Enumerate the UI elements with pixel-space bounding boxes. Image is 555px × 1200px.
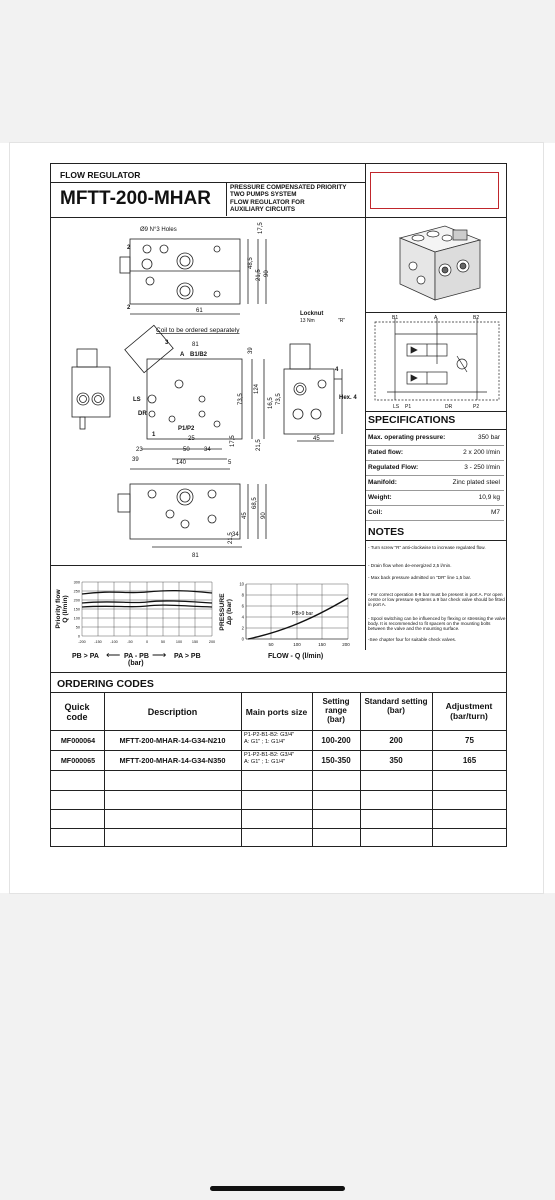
iso-divider [365,312,507,313]
tick-label: 4 [241,614,244,620]
spec-label: Coil: [368,509,383,516]
dim-label: 140 [176,460,187,466]
row-ports [244,752,294,766]
table-col-line [360,692,361,847]
notes-title-line [365,540,507,541]
hydraulic-schematic [367,314,507,410]
arrow-left-icon: ⟵ [106,650,121,661]
dim-label: 45 [242,512,248,519]
tick-label: -50 [127,640,133,644]
dim-label: 16,5 [268,397,274,409]
dim-label: 23 [136,447,143,453]
dim-label: 50 [183,447,190,453]
tick-label: 2 [241,625,244,631]
table-row-line [50,770,507,771]
tick-label: 50 [160,640,166,644]
port-label: LS [133,397,141,403]
specifications-title: SPECIFICATIONS [368,414,456,426]
ports-line: P1-P2-B1-B2: G3/4" [244,732,295,738]
spec-value: 10,9 kg [478,494,500,501]
dim-label: A [180,352,185,358]
spec-value: M7 [490,509,500,516]
note-item: - Max back pressure admitted on "DR" line 1,5 bar. [368,575,472,580]
marker-label: 2 [127,245,131,251]
flow-xlabel-unit: (bar) [128,660,144,667]
spec-row [366,445,504,461]
port-label: P2 [473,404,480,410]
desc-line: AUXILIARY CIRCUITS [230,205,296,213]
dim-label: 73,5 [276,393,282,405]
left-view-body [72,367,110,417]
spec-top-line [365,411,507,412]
home-indicator[interactable] [210,1186,345,1191]
dim-label: 81 [192,342,199,348]
chart-annotation: PB>9 bar [292,611,313,617]
tick-label: 300 [73,580,80,585]
flow-xlabel-left: PB > PA [72,653,99,660]
dim-label: 34 [232,532,239,538]
row-adjust: 165 [462,756,477,765]
dim-label: 21,5 [256,439,262,451]
dim-label: 73,5 [238,393,244,405]
tick-label: 100 [293,642,301,647]
dim-label: P1/P2 [178,426,195,432]
ordering-title-line [50,692,507,693]
spec-value: 3 - 250 l/min [464,464,500,471]
dim-label: 25 [188,436,195,442]
dim-label: 48,5 [248,257,254,269]
axis-label: Q (l/min) [62,595,69,623]
tick-label: 150 [73,607,80,612]
dim-label: 61 [196,308,203,314]
tick-label: 0 [77,634,80,639]
row-range: 100-200 [321,736,351,745]
port-label: P1 [405,404,412,410]
dim-label: 17,5 [230,435,236,447]
dim-label: 90 [261,512,267,519]
dim-label: 81 [192,553,199,559]
tick-label: -200 [78,640,86,644]
tick-label: 150 [318,642,326,647]
flow-chart-ylabel [50,580,74,640]
hex-label: Hex. 4 [339,395,357,401]
flow-chart [72,576,222,648]
tick-label: -100 [110,640,118,644]
spec-label: Manifold: [368,479,397,486]
top-view-body [130,239,240,304]
note-item: - Spool switching can be influenced by flexing or stressing the valve body. It is recommended to fit spacers on the mounting bolts between the valve and the mounting surface. [368,616,506,631]
coil-note: Coil to be ordered separately [156,327,240,334]
port-label: DR [138,411,147,417]
note-item: - For correct operation 8-9 bar must be present in port A. For open centre or low pressure systems a 9 bar check valve should be fitted in port A. [368,592,505,607]
tick-label: 50 [268,642,274,647]
pressure-chart-ylabel [214,585,238,641]
row-adjust: 75 [465,736,474,745]
dim-label: 21,5 [228,532,234,544]
table-row-line [50,828,507,829]
dim-label: 17,5 [258,222,264,234]
tick-label: 8 [241,592,244,598]
holes-label: Ø9 N°3 Holes [140,227,177,233]
table-row-line [50,790,507,791]
note-item: -See chapter four for suitable check valves. [368,637,457,642]
tick-label: 100 [175,640,183,644]
category-label: FLOW REGULATOR [60,170,141,180]
table-header-line [50,730,507,731]
spec-label: Weight: [368,494,392,501]
tick-label: 200 [73,598,80,603]
dim-label: 39 [248,347,254,354]
tick-label: 250 [73,589,80,594]
note-item: - Drain flow when de-energized 2,5 l/min. [368,563,452,568]
spec-label: Rated flow: [368,449,404,456]
row-range: 150-350 [321,756,351,765]
row-code: MF000064 [60,736,96,745]
spec-value: Zinc plated steel [452,479,500,486]
table-row-line [50,809,507,810]
spec-row [366,460,504,476]
pressure-curve [248,598,348,639]
spec-row [366,430,504,446]
front-view-body [147,359,242,439]
tick-label: 100 [73,616,80,621]
ordering-top-line [50,672,507,673]
header-ports: Main ports size [245,707,308,717]
port-label: DR [445,404,453,410]
dim-label: 45 [313,436,320,442]
notes-title: NOTES [368,526,405,538]
port-label: LS [393,404,400,410]
locknut-torque: 13 Nm [300,318,315,324]
row-description: MFTT-200-MHAR-14-G34-N350 [119,756,226,765]
tick-label: 200 [208,640,216,644]
model-title: MFTT-200-MHAR [60,188,211,209]
header-adjust: Adjustment (bar/turn) [445,701,493,721]
pressure-xlabel: FLOW - Q (l/min) [268,653,324,660]
desc-line: FLOW REGULATOR FOR [230,198,305,206]
marker-label: 4 [335,367,339,373]
dim-label: 68,5 [252,497,258,509]
port-label: A [434,315,438,321]
marker-label: 1 [152,432,156,438]
charts-top-line [50,565,365,566]
desc-line: PRESSURE COMPENSATED PRIORITY [230,184,347,191]
dim-label: 90 [264,270,270,277]
spec-label: Regulated Flow: [368,464,419,471]
locknut-label: Locknut [300,311,324,317]
marker-label: 2 [127,305,131,311]
flow-xlabel-mid: PA - PB [124,653,149,660]
technical-drawing [52,219,364,564]
pressure-chart [236,578,356,650]
dim-label: 21,5 [256,269,262,281]
table-col-line [432,692,433,847]
ports-line: P1-P2-B1-B2: G3/4" [244,752,295,758]
row-standard: 350 [389,756,403,765]
header-divider [50,182,365,183]
tick-label: -150 [94,640,102,644]
axis-label: Priority flow [55,589,62,629]
row-description: MFTT-200-MHAR-14-G34-N210 [119,736,226,745]
dim-label: 5 [228,460,232,466]
spec-row [366,490,504,506]
isometric-valve-render [385,218,495,310]
port-label: B1 [392,315,399,321]
spec-row [366,475,504,491]
header-vdivider-2 [365,163,366,218]
row-ports [244,732,294,746]
axis-label: PRESSURE [219,593,226,631]
table-col-line [312,692,313,847]
model-description [230,184,346,213]
spec-value: 2 x 200 l/min [463,449,500,456]
note-item: - Turn screw "R" anti-clockwise to increase regulated flow. [368,545,486,550]
table-row-line [50,750,507,751]
spec-value: 350 bar [477,434,500,441]
tick-label: 150 [191,640,199,644]
tick-label: 50 [75,625,80,630]
dim-label: 124 [254,383,260,394]
row-standard: 200 [389,736,403,745]
axis-label: Δp (bar) [226,598,233,626]
logo-box [370,172,499,209]
marker-label: 3 [165,340,169,346]
header-quick-code: Quick code [64,702,90,722]
desc-line: TWO PUMPS SYSTEM [230,191,297,199]
header-vdivider [226,182,227,216]
dim-label: 34 [204,447,211,453]
tick-label: 10 [239,581,244,587]
dim-label: B1/B2 [190,352,208,358]
arrow-right-icon: ⟶ [152,650,167,661]
bottom-margin [0,893,555,1200]
header-range: Setting range (bar) [322,697,350,724]
ordering-title: ORDERING CODES [57,678,154,690]
tick-label: 200 [342,642,350,647]
spec-label: Max. operating pressure: [368,434,446,441]
flow-xlabel-right: PA > PB [174,653,201,660]
r-label: "R" [338,318,346,324]
port-label: B2 [473,315,480,321]
tick-label: 6 [241,603,244,609]
header-standard: Standard setting (bar) [364,697,428,715]
row-code: MF000065 [60,756,96,765]
top-margin [0,0,555,143]
spec-row [366,505,504,521]
ports-line: A: G1" ; 1: G1/4" [244,759,286,765]
tick-label: 0 [145,640,149,644]
header-description: Description [147,707,198,717]
right-view-body [284,369,334,434]
ports-line: A: G1" ; 1: G1/4" [244,739,286,745]
tick-label: 0 [241,636,244,642]
dim-label: 39 [132,457,139,463]
